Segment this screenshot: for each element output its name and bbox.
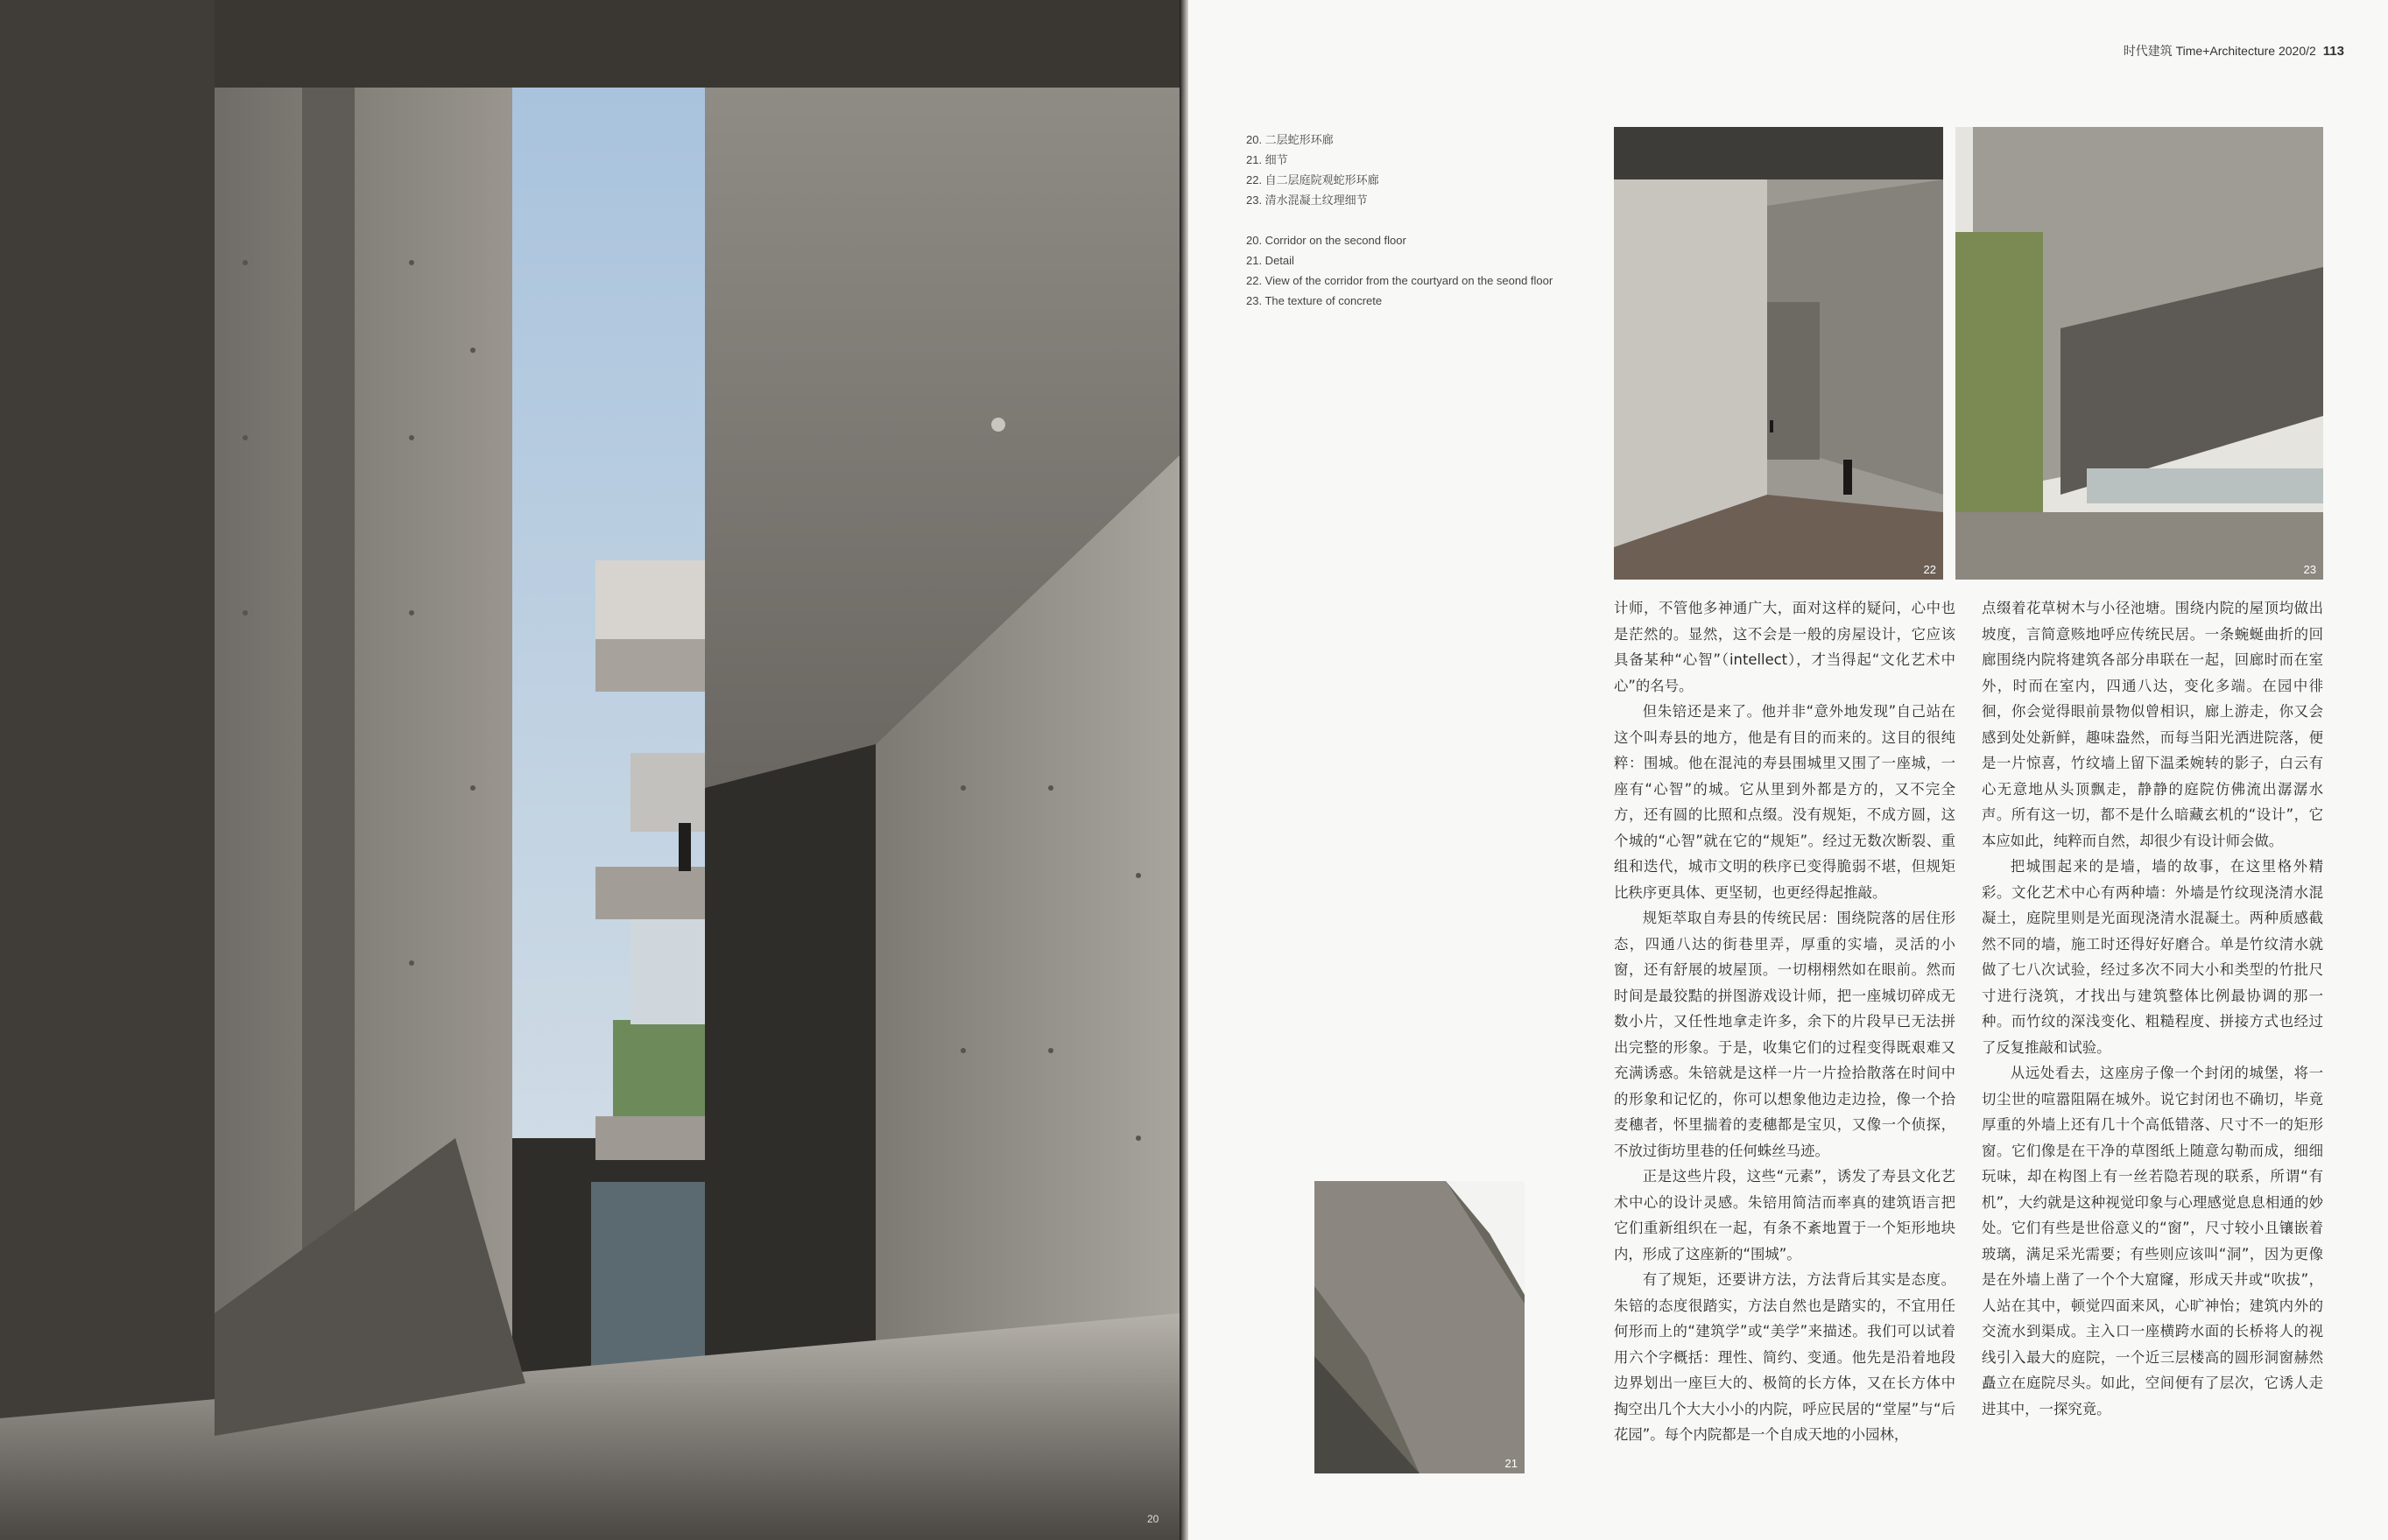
running-header	[2124, 42, 2344, 60]
caption-cn-20: 20. 二层蛇形环廊	[1246, 133, 1334, 146]
paragraph: 计师，不管他多神通广大，面对这样的疑问，心中也是茫然的。显然，这不会是一般的房屋设计，它应该具备某种“心智”（intellect），才当得起“文化艺术中心”的名号。	[1614, 600, 1955, 694]
figure-21-photo	[1314, 1181, 1525, 1473]
caption-cn-23: 23. 清水混凝土纹理细节	[1246, 193, 1368, 207]
caption-en-23: 23. The texture of concrete	[1246, 294, 1383, 307]
page-gutter	[1180, 0, 1188, 1540]
caption-en-20: 20. Corridor on the second floor	[1246, 234, 1406, 247]
caption-cn-21: 21. 细节	[1246, 153, 1288, 166]
left-page-number: 20	[1147, 1513, 1159, 1525]
caption-cn-22: 22. 自二层庭院观蛇形环廊	[1246, 173, 1379, 186]
figure-captions	[1246, 130, 1553, 311]
paragraph: 正是这些片段，这些“元素”，诱发了寿县文化艺术中心的设计灵感。朱锫用简洁而率真的建筑语言把它们重新组织在一起，有条不紊地置于一个矩形地块内，形成了这座新的“围城”。	[1614, 1168, 1955, 1262]
body-column-1	[1614, 595, 1955, 1448]
detail-photo	[1314, 1181, 1525, 1473]
paragraph: 但朱锫还是来了。他并非“意外地发现”自己站在这个叫寿县的地方，他是有目的而来的。这目的很纯粹：围城。他在混沌的寿县围城里又围了一座城，一座有“心智”的城。它从里到外都是方的，又不完全方，还有圆的比照和点缀。没有规矩，不成方圆，这个城的“心智”就在它的“规矩”。经过无数次断裂、重组和迭代，城市文明的秩序已变得脆弱不堪，但规矩比秩序更具体、更坚韧，也更经得起推敲。	[1614, 703, 1955, 901]
caption-en-22: 22. View of the corridor from the courtyard on the seond floor	[1246, 274, 1553, 287]
body-column-2	[1982, 595, 2323, 1422]
paragraph: 从远处看去，这座房子像一个封闭的城堡，将一切尘世的喧嚣阻隔在城外。说它封闭也不确切，毕竟厚重的外墙上还有几十个高低错落、尺寸不一的矩形窗。它们像是在干净的草图纸上随意勾勒而成，细细玩味，却在构图上有一丝若隐若现的联系，所谓“有机”，大约就是这种视觉印象与心理感觉息息相通的妙处。它们有些是世俗意义的“窗”，尺寸较小且镶嵌着玻璃，满足采光需要；有些则应该叫“洞”，因为更像是在外墙上凿了一个个大窟窿，形成天井或“吹拔”，人站在其中，顿觉四面来风，心旷神怡；建筑内外的交流水到渠成。主入口一座横跨水面的长桥将人的视线引入最大的庭院，一个近三层楼高的圆形洞窗赫然矗立在庭院尽头。如此，空间便有了层次，它诱人走进其中，一探究竟。	[1982, 1065, 2323, 1417]
page-number: 113	[2322, 44, 2344, 59]
figure-23-number: 23	[2303, 563, 2316, 576]
figure-23-photo	[1955, 127, 2323, 580]
caption-en-21: 21. Detail	[1246, 254, 1294, 267]
paragraph: 把城围起来的是墙，墙的故事，在这里格外精彩。文化艺术中心有两种墙：外墙是竹纹现浇清水混凝土，庭院里则是光面现浇清水混凝土。两种质感截然不同的墙，施工时还得好好磨合。单是竹纹清水就做了七八次试验，经过多次不同大小和类型的竹批尺寸进行浇筑，才找出与建筑整体比例最协调的那一种。而竹纹的深浅变化、粗糙程度、拼接方式也经过了反复推敲和试验。	[1982, 858, 2323, 1056]
concrete-texture-photo	[1955, 127, 2323, 580]
journal-title: 时代建筑 Time+Architecture 2020/2	[2123, 44, 2316, 58]
paragraph: 规矩萃取自寿县的传统民居：围绕院落的居住形态，四通八达的街巷里弄，厚重的实墙，灵活的小窗，还有舒展的坡屋顶。一切栩栩然如在眼前。然而时间是最狡黠的拼图游戏设计师，把一座城切碎成无数小片，又任性地拿走许多，余下的片段早已无法拼出完整的形象。于是，收集它们的过程变得既艰难又充满诱惑。朱锫就是这样一片一片捡拾散落在时间中的形象和记忆的，你可以想象他边走边捡，像一个拾麦穗者，怀里揣着的麦穗都是宝贝，又像一个侦探，不放过街坊里巷的任何蛛丝马迹。	[1614, 910, 1955, 1159]
courtyard-corridor-photo	[1614, 127, 1943, 580]
paragraph: 有了规矩，还要讲方法，方法背后其实是态度。朱锫的态度很踏实，方法自然也是踏实的，不宜用任何形而上的“建筑学”或“美学”来描述。我们可以试着用六个字概括：理性、简约、变通。他先是沿着地段边界划出一座巨大的、极简的长方体，又在长方体中掏空出几个大大小小的内院，呼应民居的“堂屋”与“后花园”。每个内院都是一个自成天地的小园林，	[1614, 1271, 1955, 1443]
figure-22-number: 22	[1923, 563, 1936, 576]
figure-22-photo	[1614, 127, 1943, 580]
photo-corridor-second-floor	[0, 0, 1180, 1540]
concrete-corridor-photo	[0, 0, 1180, 1540]
figure-21-number: 21	[1504, 1457, 1518, 1470]
right-page	[1188, 0, 2388, 1540]
paragraph: 点缀着花草树木与小径池塘。围绕内院的屋顶均做出坡度，言简意赅地呼应传统民居。一条蜿蜒曲折的回廊围绕内院将建筑各部分串联在一起，回廊时而在室外，时而在室内，四通八达，变化多端。在园中徘徊，你会觉得眼前景物似曾相识，廊上游走，你又会感到处处新鲜，趣味盎然，而每当阳光洒进院落，便是一片惊喜，竹纹墙上留下温柔婉转的影子，白云有心无意地从头顶飘走，静静的庭院仿佛流出潺潺水声。所有这一切，都不是什么暗藏玄机的“设计”，它本应如此，纯粹而自然，却很少有设计师会做。	[1982, 600, 2323, 849]
